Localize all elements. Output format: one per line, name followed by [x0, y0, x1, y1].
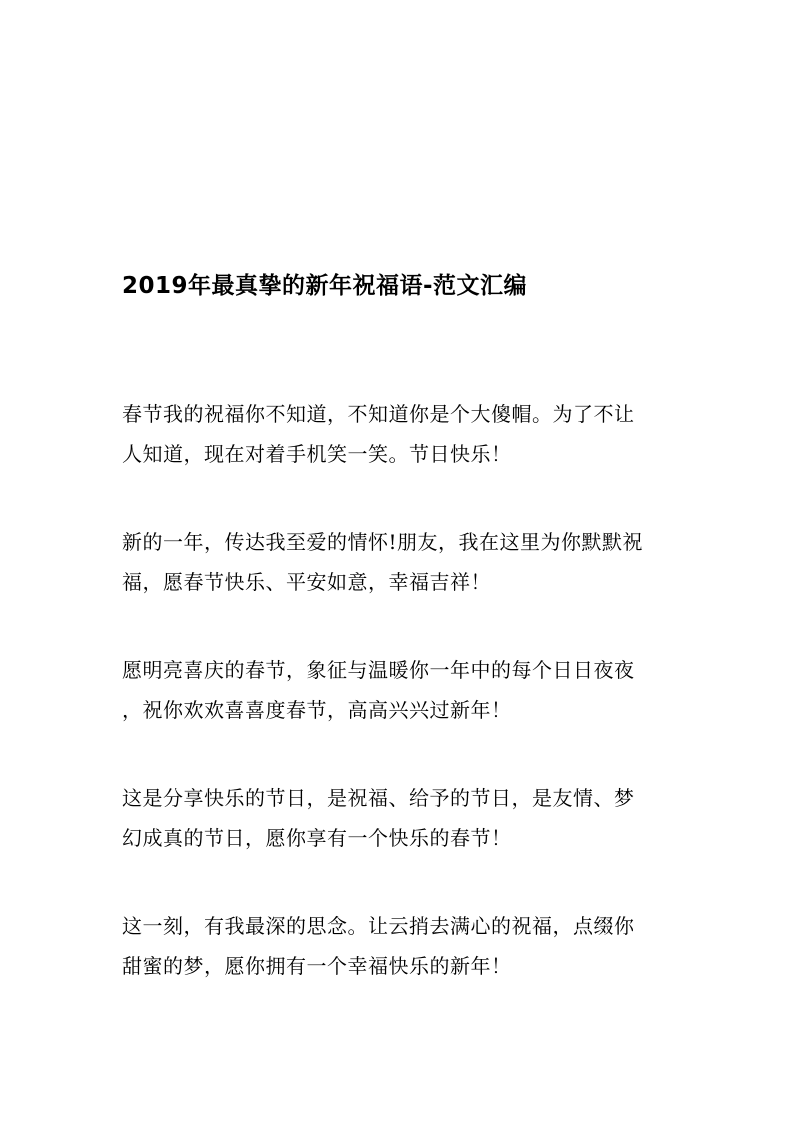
paragraph-line: 新的一年，传达我至爱的情怀!朋友，我在这里为你默默祝 [122, 530, 644, 554]
paragraph-line: 这是分享快乐的节日，是祝福、给予的节日，是友情、梦 [122, 786, 635, 810]
paragraph-5 [122, 906, 682, 986]
paragraph-line: 福，愿春节快乐、平安如意，幸福吉祥！ [122, 570, 491, 594]
paragraph-line: 愿明亮喜庆的春节，象征与温暖你一年中的每个日日夜夜 [122, 658, 635, 682]
paragraph-line: 人知道，现在对着手机笑一笑。节日快乐！ [122, 442, 512, 466]
document-title: 2019年最真挚的新年祝福语-范文汇编 [122, 273, 528, 299]
paragraph-line: 这一刻，有我最深的思念。让云捎去满心的祝福，点缀你 [122, 914, 635, 938]
paragraph-line: ，祝你欢欢喜喜度春节，高高兴兴过新年！ [122, 698, 512, 722]
paragraph-3 [122, 650, 682, 730]
paragraph-2 [122, 522, 682, 602]
paragraph-line: 甜蜜的梦，愿你拥有一个幸福快乐的新年！ [122, 954, 512, 978]
paragraph-line: 春节我的祝福你不知道，不知道你是个大傻帽。为了不让 [122, 402, 635, 426]
paragraph-line: 幻成真的节日，愿你享有一个快乐的春节！ [122, 826, 512, 850]
paragraph-1 [122, 394, 682, 474]
paragraph-4 [122, 778, 682, 858]
document-body [122, 394, 682, 1034]
